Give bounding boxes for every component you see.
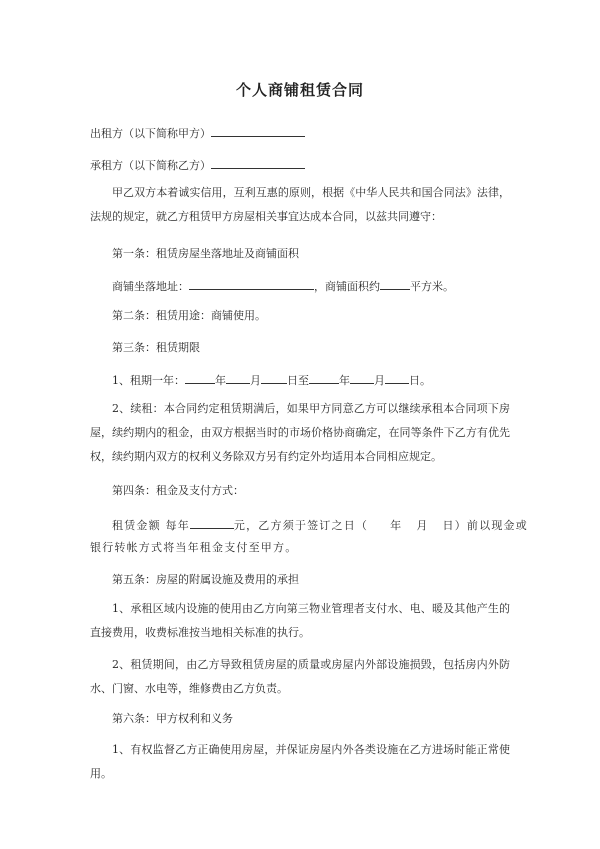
start-year-label: 年: [215, 374, 226, 387]
area-unit: 平方米。: [410, 280, 454, 293]
end-day-label: 日。: [409, 374, 431, 387]
renewal-paragraph: 2、续租：本合同约定租赁期满后，如果甲方同意乙方可以继续承租本合同项下房屋，续约期内的租金，由双方根据当时的市场价格协商确定，在同等条件下乙方有优先权，续约期内双方的权利义务除双方另有约定外均适用本合同相应规定。: [90, 402, 510, 463]
end-year-label: 年: [339, 374, 350, 387]
lessor-blank[interactable]: [211, 125, 305, 137]
end-day-blank[interactable]: [385, 372, 409, 384]
lease-term-line: [112, 372, 431, 388]
article-6-title: 第六条：甲方权利和义务: [112, 712, 233, 725]
article-3-title: 第三条：租赁期限: [112, 341, 200, 354]
address-label: 商铺坐落地址：: [112, 280, 189, 293]
lessee-line: [90, 157, 305, 173]
article-4-title: 第四条：租金及支付方式：: [112, 484, 244, 497]
lessor-line: [90, 125, 305, 141]
rent-part2: 元，乙方须于签订之日（: [233, 519, 369, 532]
article-6-paragraph-1: 1、有权监督乙方正确使用房屋，并保证房屋内外各类设施在乙方进场时能正常使用。: [90, 743, 510, 780]
article-1-address-line: [112, 278, 454, 294]
area-blank[interactable]: [380, 278, 410, 290]
area-label: ，商铺面积约: [314, 280, 380, 293]
article-5-paragraph-2: 2、租赁期间，由乙方导致租赁房屋的质量或房屋内外部设施损毁，包括房内外防水、门窗、水电等，维修费由乙方负责。: [90, 658, 510, 695]
end-month-label: 月: [374, 374, 385, 387]
lessee-label: 承租方（以下简称乙方）: [90, 159, 211, 172]
end-month-blank[interactable]: [350, 372, 374, 384]
start-month-label: 月: [250, 374, 261, 387]
start-day-label: 日至: [287, 374, 309, 387]
end-year-blank[interactable]: [309, 372, 339, 384]
start-year-blank[interactable]: [185, 372, 215, 384]
rent-day-label: 日）前以现金或: [442, 519, 528, 532]
rent-part1: 租赁金额 每年: [112, 519, 190, 532]
article-5-paragraph-1: 1、承租区域内设施的使用由乙方向第三物业管理者支付水、电、暖及其他产生的直接费用，收费标准按当地相关标准的执行。: [90, 602, 510, 639]
start-month-blank[interactable]: [226, 372, 250, 384]
article-1-title: 第一条：租赁房屋坐落地址及商铺面积: [112, 247, 299, 260]
rent-year-label: 年: [390, 519, 403, 532]
term-prefix: 1、租期一年：: [112, 374, 185, 387]
page-title: 个人商铺租赁合同: [235, 81, 364, 99]
rent-line: [112, 517, 528, 533]
intro-paragraph: 甲乙双方本着诚实信用，互利互惠的原则，根据《中华人民共和国合同法》法律，法规的规定，就乙方租赁甲方房屋相关事宜达成本合同，以兹共同遵守：: [90, 186, 510, 223]
lessee-blank[interactable]: [211, 157, 305, 169]
article-2: 第二条：租赁用途：商铺使用。: [112, 309, 266, 322]
rent-line-2: 银行转帐方式将当年租金支付至甲方。: [90, 541, 298, 554]
rent-amount-blank[interactable]: [190, 517, 234, 529]
article-5-title: 第五条：房屋的附属设施及费用的承担: [112, 573, 299, 586]
rent-month-label: 月: [416, 519, 429, 532]
lessor-label: 出租方（以下简称甲方）: [90, 127, 211, 140]
start-day-blank[interactable]: [261, 372, 287, 384]
address-blank[interactable]: [189, 278, 314, 290]
